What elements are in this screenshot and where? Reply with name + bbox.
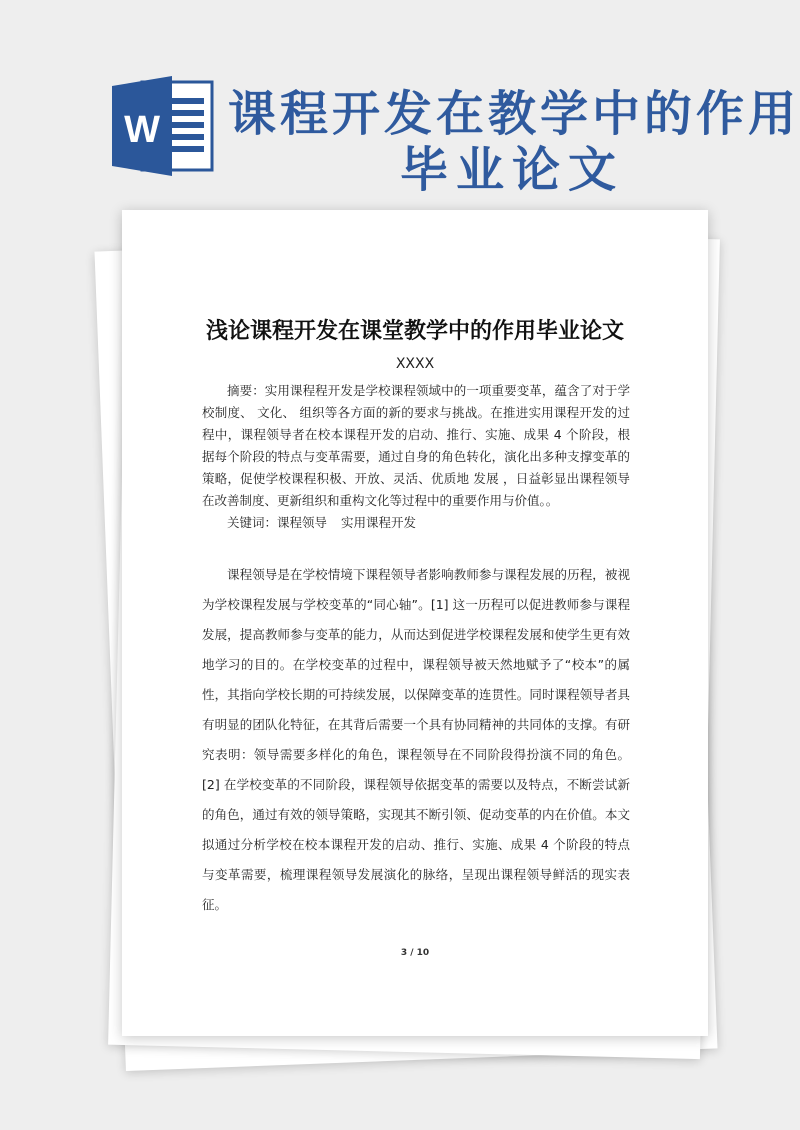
banner-title: 课程开发在教学中的作用 xyxy=(228,86,800,142)
abstract-paragraph: 摘要：实用课程程开发是学校课程领域中的一项重要变革，蕴含了对于学校制度、 文化、 组织等各方面的新的要求与挑战。在推进实用课程开发的过程中，课程领导者在校本课程开发的启动、推行、实施、成果 4 个阶段，根据每个阶段的特点与变革需要，通过自身的角色转化，演化出多种支撑变革的策略，促使学校课程积极、开放、灵活、优质地 发展 ，日益彰显出课程领导在改善制度、更新组织和重构文化等过程中的重要作用与价值。。 xyxy=(202,383,630,508)
keywords-value: 实用课程开发 xyxy=(341,515,417,530)
body-paragraph: 课程领导是在学校情境下课程领导者影响教师参与课程发展的历程，被视为学校课程发展与学校变革的“同心轴”。[1] 这一历程可以促进教师参与课程发展，提高教师参与变革的能力，从而达到促进学校课程发展和使学生更有效地学习的目的。在学校变革的过程中，课程领导被天然地赋予了“校本”的属性，其指向学校长期的可持续发展，以保障变革的连贯性。同时课程领导者具有明显的团队化特征，在其背后需要一个具有协同精神的共同体的支撑。有研究表明：领导需要多样化的角色，课程领导在不同阶段得扮演不同的角色。[2] 在学校变革的不同阶段，课程领导依据变革的需要以及特点，不断尝试新的角色，通过有效的领导策略，实现其不断引领、促动变革的内在价值。本文拟通过分析学校在校本课程开发的启动、推行、实施、成果 4 个阶段的特点与变革需要，梳理课程领导发展演化的脉络，呈现出课程领导鲜活的现实表征。 xyxy=(202,567,630,912)
document-page xyxy=(122,210,708,1036)
word-logo-letter: W xyxy=(124,109,160,151)
page-number: 3 / 10 xyxy=(400,948,430,958)
keywords-label: 关键词：课程领导 xyxy=(227,515,328,530)
document-author: XXXX xyxy=(395,356,435,372)
document-title: 浅论课程开发在课堂教学中的作用毕业论文 xyxy=(205,319,624,344)
word-icon xyxy=(112,72,216,180)
keywords-line xyxy=(227,512,416,534)
banner-subtitle: 毕业论文 xyxy=(400,142,625,198)
